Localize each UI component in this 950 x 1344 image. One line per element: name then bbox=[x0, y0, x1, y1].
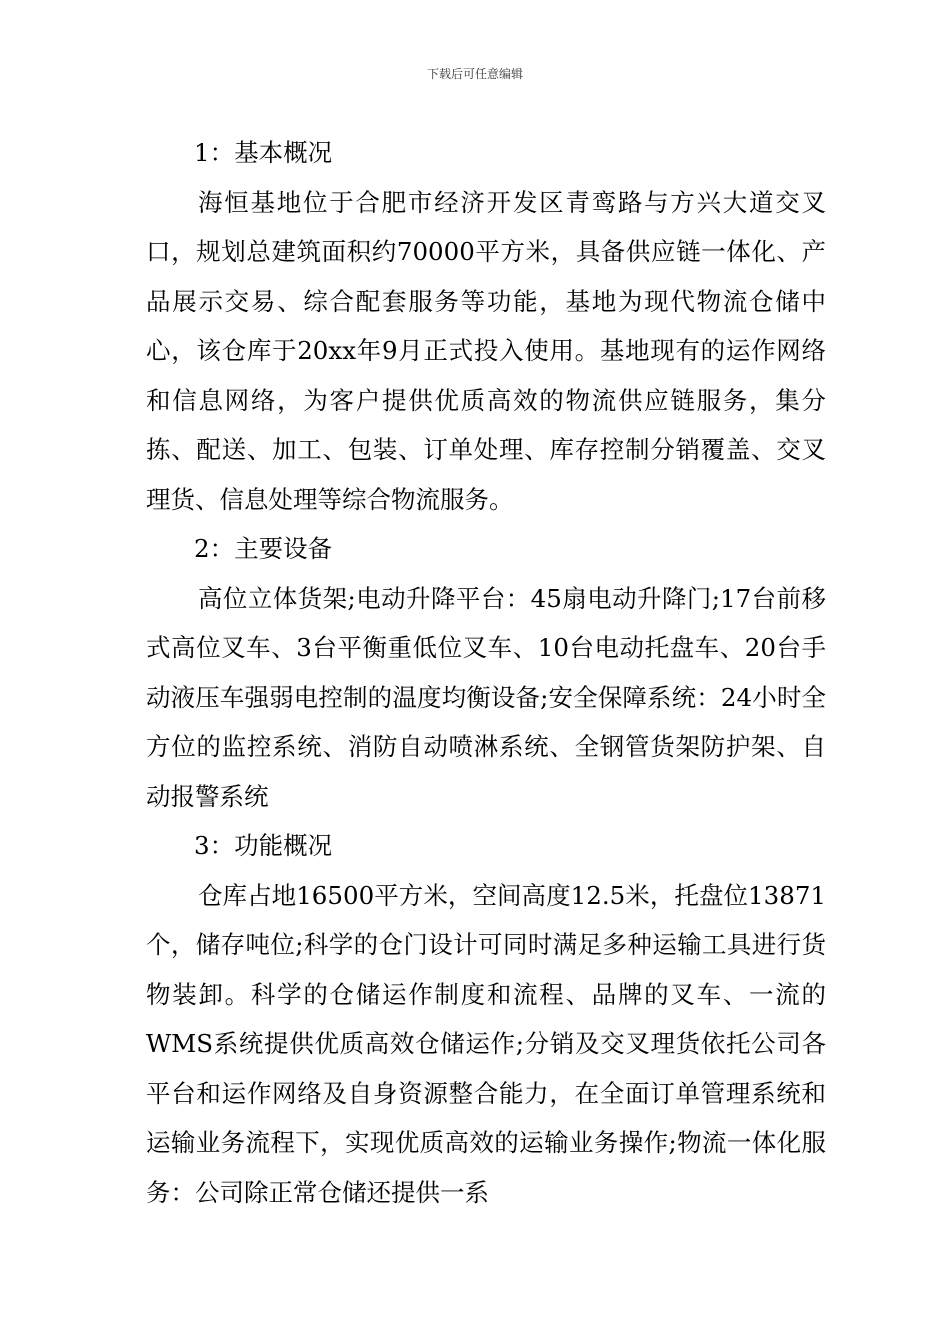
section-heading: 2：主要设备 bbox=[194, 534, 333, 563]
section-paragraph: 仓库占地16500平方米，空间高度12.5米，托盘位13871个，储存吨位;科学的仓门设计可同时满足多种运输工具进行货物装卸。科学的仓储运作制度和流程、品牌的叉车、一流的WMS系统提供优质高效仓储运作;分销及交叉理货依托公司各平台和运作网络及自身资源整合能力，在全面订单管理系统和运输业务流程下，实现优质高效的运输业务操作;物流一体化服务：公司除正常仓储还提供一系 bbox=[146, 880, 826, 1207]
document-body bbox=[146, 128, 826, 1217]
page-header: 下载后可任意编辑 bbox=[426, 67, 523, 81]
section-paragraph: 海恒基地位于合肥市经济开发区青鸾路与方兴大道交叉口，规划总建筑面积约70000平方米，具备供应链一体化、产品展示交易、综合配套服务等功能，基地为现代物流仓储中心，该仓库于20xx年9月正式投入使用。基地现有的运作网络和信息网络，为客户提供优质高效的物流供应链服务，集分拣、配送、加工、包装、订单处理、库存控制分销覆盖、交叉理货、信息处理等综合物流服务。 bbox=[146, 187, 826, 514]
section-function-overview bbox=[146, 821, 826, 1217]
section-basic-overview bbox=[146, 128, 826, 524]
section-heading: 3：功能概况 bbox=[194, 831, 333, 860]
section-heading: 1：基本概况 bbox=[194, 138, 333, 167]
section-main-equipment bbox=[146, 524, 826, 821]
section-paragraph: 高位立体货架;电动升降平台：45扇电动升降门;17台前移式高位叉车、3台平衡重低位叉车、10台电动托盘车、20台手动液压车强弱电控制的温度均衡设备;安全保障系统：24小时全方位的监控系统、消防自动喷淋系统、全钢管货架防护架、自动报警系统 bbox=[146, 583, 826, 811]
